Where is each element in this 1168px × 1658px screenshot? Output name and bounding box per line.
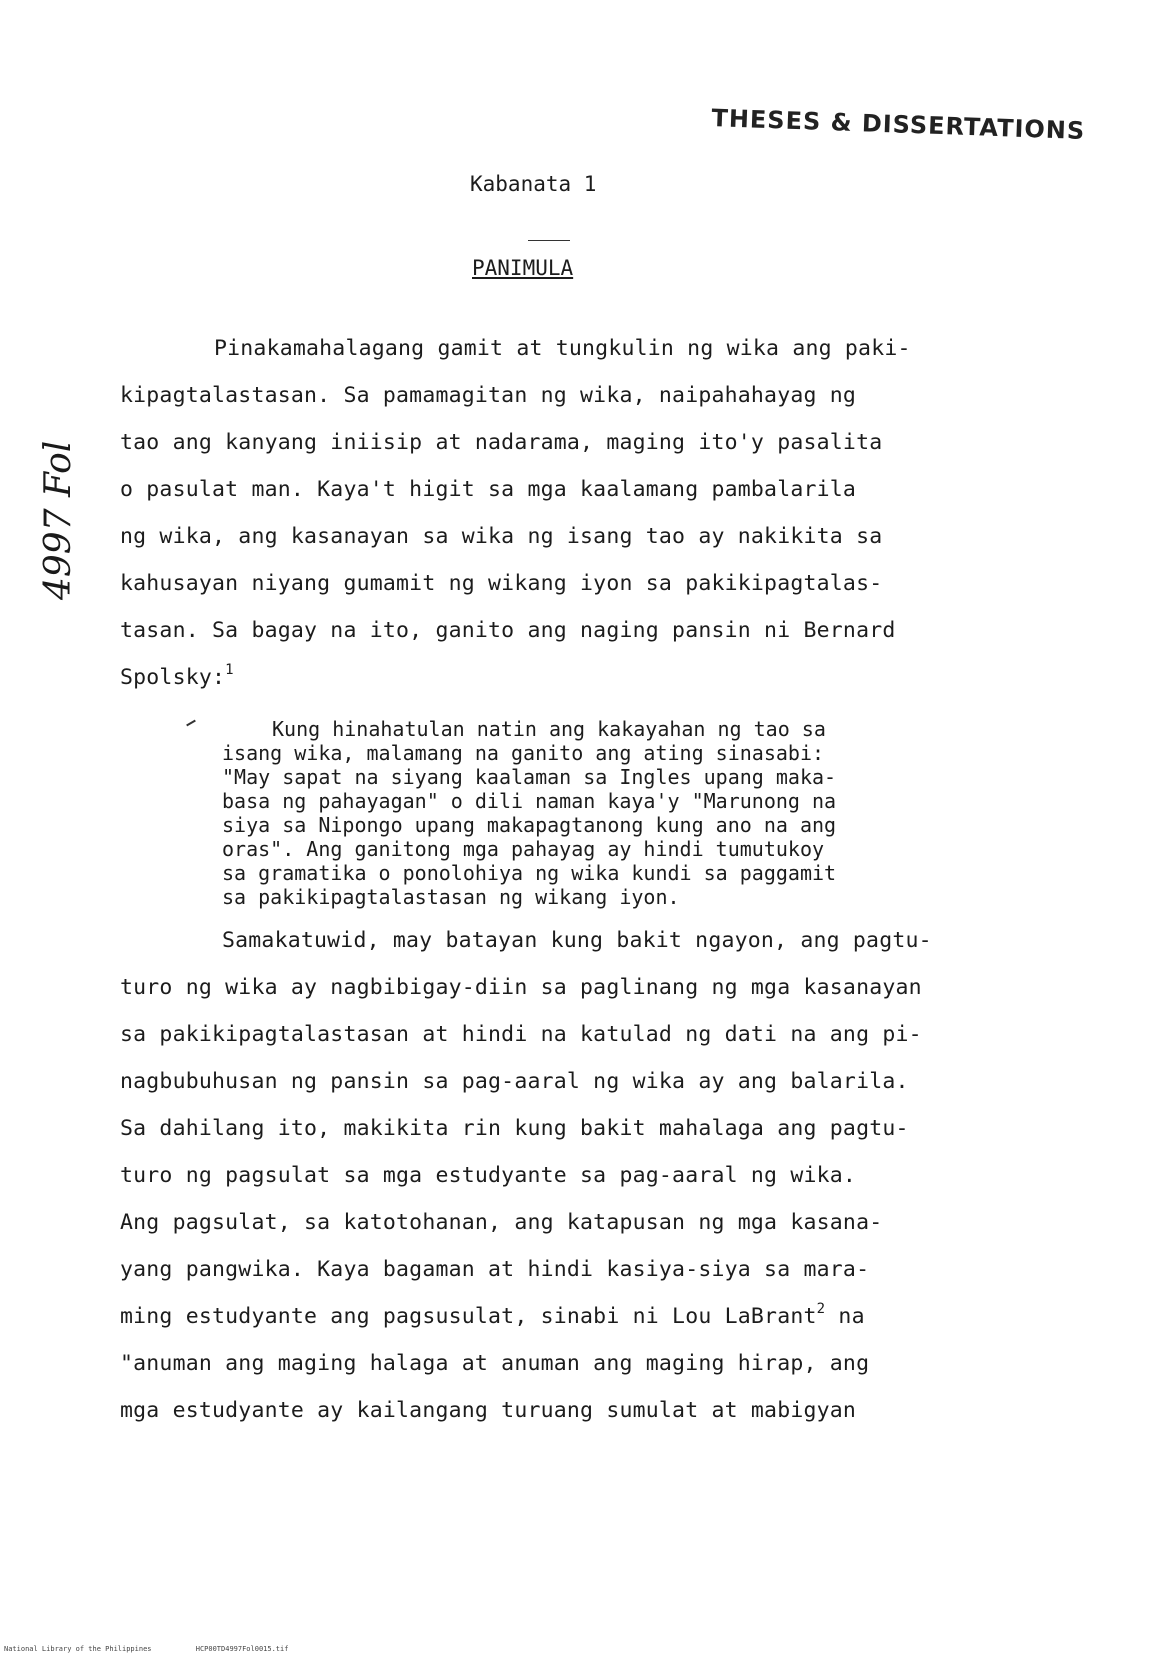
paragraph-line: yang pangwika. Kaya bagaman at hindi kasiya-siya sa mara- (120, 1257, 870, 1282)
quote-line: "May sapat na siyang kaalaman sa Ingles upang maka- (222, 765, 837, 789)
paragraph-line: kipagtalastasan. Sa pamamagitan ng wika, naipahahayag ng (120, 383, 857, 408)
theses-stamp: THESES & DISSERTATIONS (711, 104, 1086, 146)
quote-line: sa pakikipagtalastasan ng wikang iyon. (222, 885, 680, 909)
quote-line: Kung hinahatulan natin ang kakayahan ng tao sa (272, 717, 826, 741)
paragraph-line: Sa dahilang ito, makikita rin kung bakit mahalaga ang pagtu- (120, 1116, 909, 1141)
margin-tick (186, 720, 196, 727)
paragraph-line: o pasulat man. Kaya't higit sa mga kaalamang pambalarila (120, 477, 857, 502)
page-title: PANIMULA (472, 256, 574, 280)
footnote-marker: 1 (225, 662, 234, 678)
footer-library: National Library of the Philippines (4, 1645, 152, 1653)
paragraph-line: turo ng pagsulat sa mga estudyante sa pag-aaral ng wika. (120, 1163, 857, 1188)
footer-filename: HCP00TD4997Fol0015.tif (195, 1645, 289, 1653)
chapter-heading: Kabanata 1 (470, 172, 597, 196)
quote-line: sa gramatika o ponolohiya ng wika kundi sa paggamit (222, 861, 837, 885)
paragraph-line: ng wika, ang kasanayan sa wika ng isang tao ay nakikita sa (120, 524, 883, 549)
scan-footer (4, 1645, 288, 1653)
spolsky-text: Spolsky: (120, 665, 226, 690)
paragraph-line: Pinakamahalagang gamit at tungkulin ng wika ang paki- (214, 336, 911, 361)
quote-line: siya sa Nipongo upang makapagtanong kung ano na ang (222, 813, 837, 837)
paragraph-line (120, 662, 234, 690)
paragraph-line: nagbubuhusan ng pansin sa pag-aaral ng wika ay ang balarila. (120, 1069, 909, 1094)
paragraph-line (120, 1301, 865, 1329)
labrant-text: ming estudyante ang pagsusulat, sinabi ni Lou LaBrant (120, 1304, 817, 1329)
paragraph-line: tao ang kanyang iniisip at nadarama, maging ito'y pasalita (120, 430, 883, 455)
paragraph-line: "anuman ang maging halaga at anuman ang maging hirap, ang (120, 1351, 870, 1376)
footnote-marker: 2 (816, 1301, 826, 1317)
paragraph-line: sa pakikipagtalastasan at hindi na katulad ng dati na ang pi- (120, 1022, 922, 1047)
handwritten-call-number: 4997 Fol (38, 440, 79, 600)
quote-line: basa ng pahayagan" o dili naman kaya'y "Marunong na (222, 789, 837, 813)
quote-line: oras". Ang ganitong mga pahayag ay hindi tumutukoy (222, 837, 825, 861)
quote-line: isang wika, malamang na ganito ang ating sinasabi: (222, 741, 825, 765)
paragraph-line: kahusayan niyang gumamit ng wikang iyon sa pakikipagtalas- (120, 571, 883, 596)
paragraph-line: tasan. Sa bagay na ito, ganito ang naging pansin ni Bernard (120, 618, 896, 643)
paragraph-line: Ang pagsulat, sa katotohanan, ang katapusan ng mga kasana- (120, 1210, 883, 1235)
paragraph-line: turo ng wika ay nagbibigay-diin sa paglinang ng mga kasanayan (120, 975, 922, 1000)
paragraph-line: Samakatuwid, may batayan kung bakit ngayon, ang pagtu- (222, 928, 932, 953)
labrant-tail: na (825, 1304, 865, 1329)
title-rule (528, 240, 570, 241)
paragraph-line: mga estudyante ay kailangang turuang sumulat at mabigyan (120, 1398, 857, 1423)
